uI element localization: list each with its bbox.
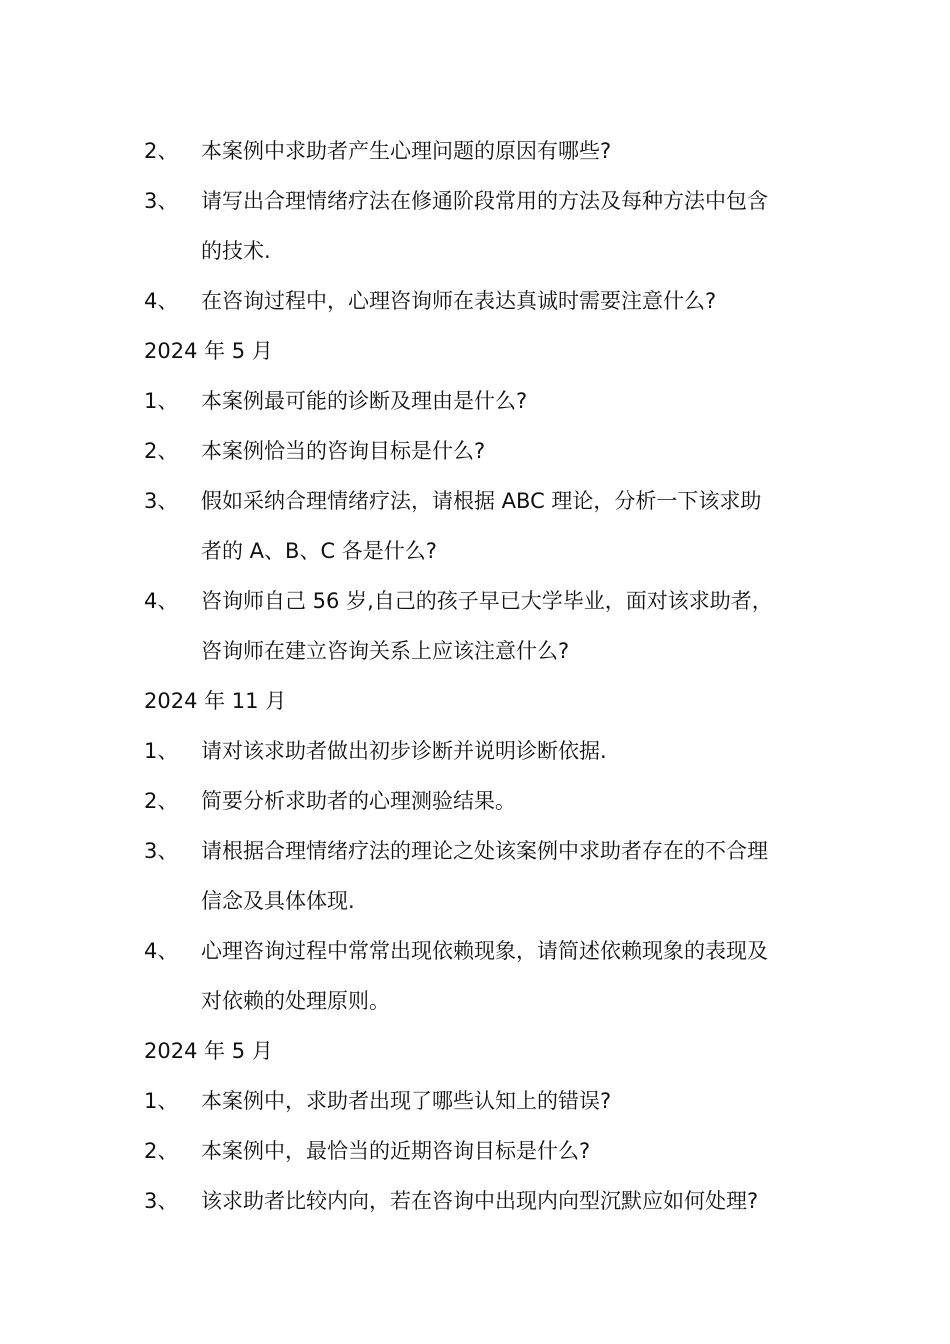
question-number: 2、: [144, 439, 179, 463]
question-number: 3、: [144, 189, 179, 213]
question-item: [144, 926, 824, 976]
question-text: 假如采纳合理情绪疗法，请根据 ABC 理论，分析一下该求助: [201, 489, 762, 513]
question-number: 3、: [144, 1189, 179, 1213]
question-continuation: [144, 226, 824, 276]
question-text: 本案例中，求助者出现了哪些认知上的错误?: [201, 1089, 612, 1113]
question-number: 4、: [144, 289, 179, 313]
question-text: 心理咨询过程中常常出现依赖现象，请简述依赖现象的表现及: [201, 939, 768, 963]
question-text: 简要分析求助者的心理测验结果。: [201, 789, 516, 813]
section-heading: 2024 年 5 月: [144, 1039, 273, 1063]
question-continuation: [144, 526, 824, 576]
question-text: 本案例中求助者产生心理问题的原因有哪些?: [201, 139, 612, 163]
question-item: [144, 1176, 824, 1226]
question-item: [144, 176, 824, 226]
question-text: 本案例恰当的咨询目标是什么?: [201, 439, 486, 463]
question-number: 1、: [144, 739, 179, 763]
question-item: [144, 1076, 824, 1126]
question-text: 对依赖的处理原则。: [201, 989, 390, 1013]
question-number: 4、: [144, 589, 179, 613]
question-continuation: [144, 976, 824, 1026]
question-text: 咨询师在建立咨询关系上应该注意什么?: [201, 639, 570, 663]
question-item: [144, 476, 824, 526]
section-heading: 2024 年 11 月: [144, 689, 287, 713]
question-item: [144, 576, 824, 626]
question-text: 请写出合理情绪疗法在修通阶段常用的方法及每种方法中包含: [201, 189, 768, 213]
question-continuation: [144, 626, 824, 676]
question-number: 3、: [144, 839, 179, 863]
question-text: 请根据合理情绪疗法的理论之处该案例中求助者存在的不合理: [201, 839, 768, 863]
question-text: 在咨询过程中，心理咨询师在表达真诚时需要注意什么?: [201, 289, 717, 313]
question-text: 的技术.: [201, 239, 271, 263]
question-item: [144, 426, 824, 476]
question-text: 本案例最可能的诊断及理由是什么?: [201, 389, 528, 413]
question-text: 咨询师自己 56 岁,自己的孩子早已大学毕业，面对该求助者，: [201, 589, 773, 613]
question-continuation: [144, 876, 824, 926]
question-text: 请对该求助者做出初步诊断并说明诊断依据.: [201, 739, 607, 763]
question-number: 2、: [144, 789, 179, 813]
question-item: [144, 126, 824, 176]
question-number: 2、: [144, 1139, 179, 1163]
question-text: 信念及具体体现.: [201, 889, 355, 913]
question-number: 1、: [144, 389, 179, 413]
question-number: 1、: [144, 1089, 179, 1113]
question-number: 3、: [144, 489, 179, 513]
question-item: [144, 276, 824, 326]
question-item: [144, 726, 824, 776]
question-item: [144, 376, 824, 426]
question-number: 2、: [144, 139, 179, 163]
question-list: [144, 126, 824, 1226]
question-text: 该求助者比较内向，若在咨询中出现内向型沉默应如何处理?: [201, 1189, 759, 1213]
question-item: [144, 1126, 824, 1176]
question-item: [144, 776, 824, 826]
section-heading: 2024 年 5 月: [144, 339, 273, 363]
question-number: 4、: [144, 939, 179, 963]
question-text: 者的 A、B、C 各是什么?: [201, 539, 437, 563]
question-text: 本案例中，最恰当的近期咨询目标是什么?: [201, 1139, 591, 1163]
question-item: [144, 826, 824, 876]
